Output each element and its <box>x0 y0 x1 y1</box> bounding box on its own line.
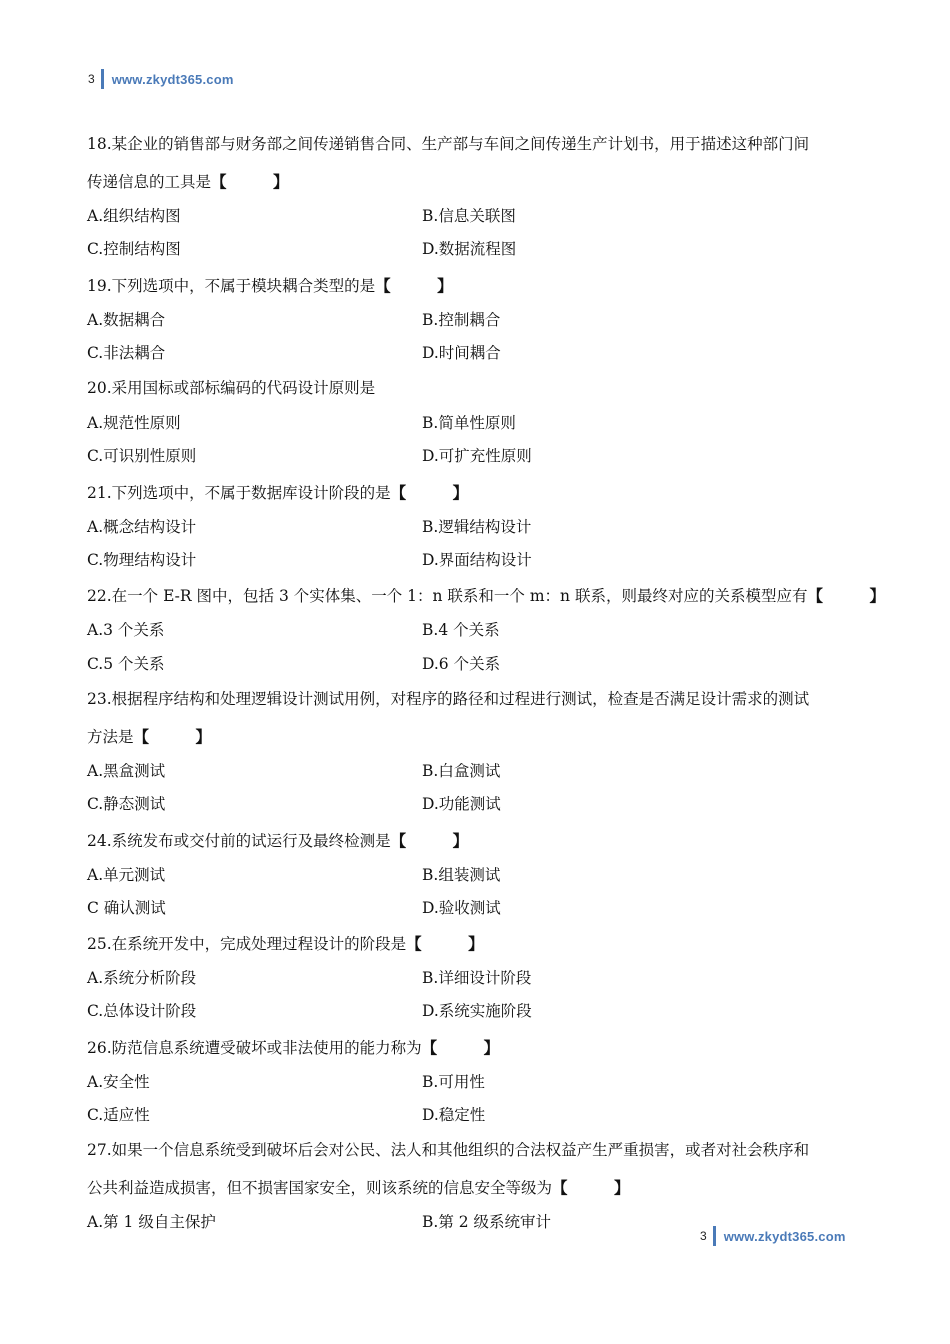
options-group <box>87 200 877 267</box>
options-row <box>87 440 877 473</box>
question-block <box>87 1029 877 1133</box>
answer-option[interactable]: B.逻辑结构设计 <box>422 517 532 536</box>
answer-option[interactable]: A.黑盒测试 <box>87 761 166 780</box>
answer-bracket: 【 】 <box>390 830 469 850</box>
question-text: 21.下列选项中，不属于数据库设计阶段的是 <box>87 483 391 502</box>
options-row <box>87 995 877 1028</box>
question-text-line <box>87 474 877 511</box>
question-text: 23.根据程序结构和处理逻辑设计测试用例，对程序的路径和过程进行测试，检查是否满足设计需求的测试 <box>87 689 810 708</box>
options-group <box>87 407 877 474</box>
question-text: 22.在一个 E-R 图中，包括 3 个实体集、一个 1：n 联系和一个 m：n 联系，则最终对应的关系模型应有 <box>87 587 808 606</box>
question-block <box>87 267 877 371</box>
answer-option[interactable]: A.安全性 <box>87 1072 150 1091</box>
options-row <box>87 337 877 370</box>
question-text-line <box>87 1029 877 1066</box>
question-text-line <box>87 267 877 304</box>
header-divider <box>101 69 104 89</box>
question-block <box>87 822 877 926</box>
answer-bracket: 【 】 <box>211 172 289 191</box>
options-row <box>87 1066 877 1099</box>
answer-option[interactable]: C.非法耦合 <box>87 343 166 362</box>
options-row <box>87 511 877 544</box>
question-text-line <box>87 925 877 962</box>
answer-option[interactable]: B.可用性 <box>422 1072 485 1091</box>
options-group <box>87 614 877 681</box>
question-text: 公共利益造成损害，但不损害国家安全，则该系统的信息安全等级为 <box>87 1179 553 1198</box>
answer-option[interactable]: B.白盒测试 <box>422 761 501 780</box>
answer-option[interactable]: A.第 1 级自主保护 <box>87 1213 216 1232</box>
options-row <box>87 544 877 577</box>
page-footer <box>700 1225 846 1247</box>
answer-option[interactable]: D.可扩充性原则 <box>422 447 532 466</box>
options-group <box>87 859 877 926</box>
options-row <box>87 200 877 233</box>
answer-bracket: 【 】 <box>421 1037 500 1057</box>
answer-bracket: 【 】 <box>375 275 453 295</box>
answer-option[interactable]: A.数据耦合 <box>87 310 166 329</box>
question-block <box>87 126 877 267</box>
question-text: 24.系统发布或交付前的试运行及最终检测是 <box>87 831 391 850</box>
question-text-line <box>87 681 877 718</box>
answer-option[interactable]: A.组织结构图 <box>87 207 181 225</box>
answer-option[interactable]: A.单元测试 <box>87 865 166 884</box>
options-row <box>87 233 877 266</box>
question-block <box>87 925 877 1029</box>
answer-option[interactable]: B.控制耦合 <box>422 310 501 329</box>
answer-bracket: 【 】 <box>133 726 212 746</box>
answer-option[interactable]: A.规范性原则 <box>87 414 181 433</box>
question-text-line <box>87 822 877 859</box>
answer-option[interactable]: B.简单性原则 <box>422 414 516 433</box>
question-text-line <box>87 163 877 200</box>
question-text-line <box>87 577 885 614</box>
answer-option[interactable]: C.控制结构图 <box>87 240 181 259</box>
answer-option[interactable]: C.可识别性原则 <box>87 447 197 466</box>
question-text: 26.防范信息系统遭受破坏或非法使用的能力称为 <box>87 1038 422 1057</box>
answer-option[interactable]: C.物理结构设计 <box>87 551 197 570</box>
answer-option[interactable]: D.稳定性 <box>422 1106 486 1125</box>
answer-option[interactable]: B.详细设计阶段 <box>422 969 532 988</box>
header-site-link[interactable]: www.zkydt365.com <box>111 71 234 87</box>
question-text-line <box>87 718 877 755</box>
page-header <box>88 68 234 90</box>
answer-option[interactable]: A.系统分析阶段 <box>87 969 197 988</box>
answer-option[interactable]: D.功能测试 <box>422 795 501 814</box>
answer-bracket: 【 】 <box>390 482 469 502</box>
answer-bracket: 【 】 <box>807 586 885 606</box>
options-row <box>87 648 877 681</box>
answer-option[interactable]: D.系统实施阶段 <box>422 1002 532 1021</box>
options-row <box>87 755 877 788</box>
options-row <box>87 304 877 337</box>
question-text: 25.在系统开发中，完成处理过程设计的阶段是 <box>87 935 407 954</box>
answer-option[interactable]: C.适应性 <box>87 1106 150 1125</box>
answer-bracket: 【 】 <box>552 1178 630 1198</box>
answer-option[interactable]: B.4 个关系 <box>422 621 500 640</box>
footer-divider <box>713 1226 716 1246</box>
question-block <box>87 1132 877 1239</box>
options-row <box>87 859 877 892</box>
question-text: 18.某企业的销售部与财务部之间传递销售合同、生产部与车间之间传递生产计划书，用于描述这种部门间 <box>87 135 810 153</box>
answer-option[interactable]: A.概念结构设计 <box>87 517 197 536</box>
question-block <box>87 577 885 681</box>
options-group <box>87 755 877 822</box>
options-row <box>87 962 877 995</box>
answer-option[interactable]: B.第 2 级系统审计 <box>422 1213 552 1232</box>
answer-option[interactable]: D.验收测试 <box>422 898 501 917</box>
question-text: 27.如果一个信息系统受到破坏后会对公民、法人和其他组织的合法权益产生严重损害，或者对社会秩序和 <box>87 1141 810 1160</box>
question-text-line <box>87 126 877 163</box>
options-group <box>87 962 877 1029</box>
answer-option[interactable]: B.信息关联图 <box>422 207 516 225</box>
question-text: 传递信息的工具是 <box>87 173 212 191</box>
question-list <box>87 126 885 1240</box>
answer-option[interactable]: C.5 个关系 <box>87 654 165 673</box>
question-text-line <box>87 370 877 407</box>
answer-option[interactable]: D.6 个关系 <box>422 654 501 673</box>
answer-option[interactable]: C.总体设计阶段 <box>87 1002 197 1021</box>
options-row <box>87 892 877 925</box>
question-text: 方法是 <box>87 727 134 746</box>
answer-option[interactable]: C.静态测试 <box>87 795 166 814</box>
options-row <box>87 788 877 821</box>
question-block <box>87 474 877 578</box>
options-group <box>87 304 877 371</box>
question-text-line <box>87 1169 877 1206</box>
answer-option[interactable]: C 确认测试 <box>87 898 166 917</box>
answer-option[interactable]: A.3 个关系 <box>87 621 165 640</box>
question-text: 19.下列选项中，不属于模块耦合类型的是 <box>87 276 376 295</box>
question-block <box>87 370 877 474</box>
header-page-number: 3 <box>88 72 95 86</box>
answer-option[interactable]: B.组装测试 <box>422 865 501 884</box>
question-block <box>87 681 877 822</box>
options-row <box>87 407 877 440</box>
options-group <box>87 1066 877 1133</box>
question-text-line <box>87 1132 877 1169</box>
question-text: 20.采用国标或部标编码的代码设计原则是 <box>87 379 376 398</box>
options-row <box>87 614 877 647</box>
options-row <box>87 1099 877 1132</box>
footer-page-number: 3 <box>700 1229 707 1243</box>
answer-bracket: 【 】 <box>406 934 484 954</box>
footer-site-link[interactable]: www.zkydt365.com <box>723 1228 846 1244</box>
answer-option[interactable]: D.界面结构设计 <box>422 551 532 570</box>
answer-option[interactable]: D.时间耦合 <box>422 343 501 362</box>
options-group <box>87 511 877 578</box>
answer-option[interactable]: D.数据流程图 <box>422 240 517 259</box>
